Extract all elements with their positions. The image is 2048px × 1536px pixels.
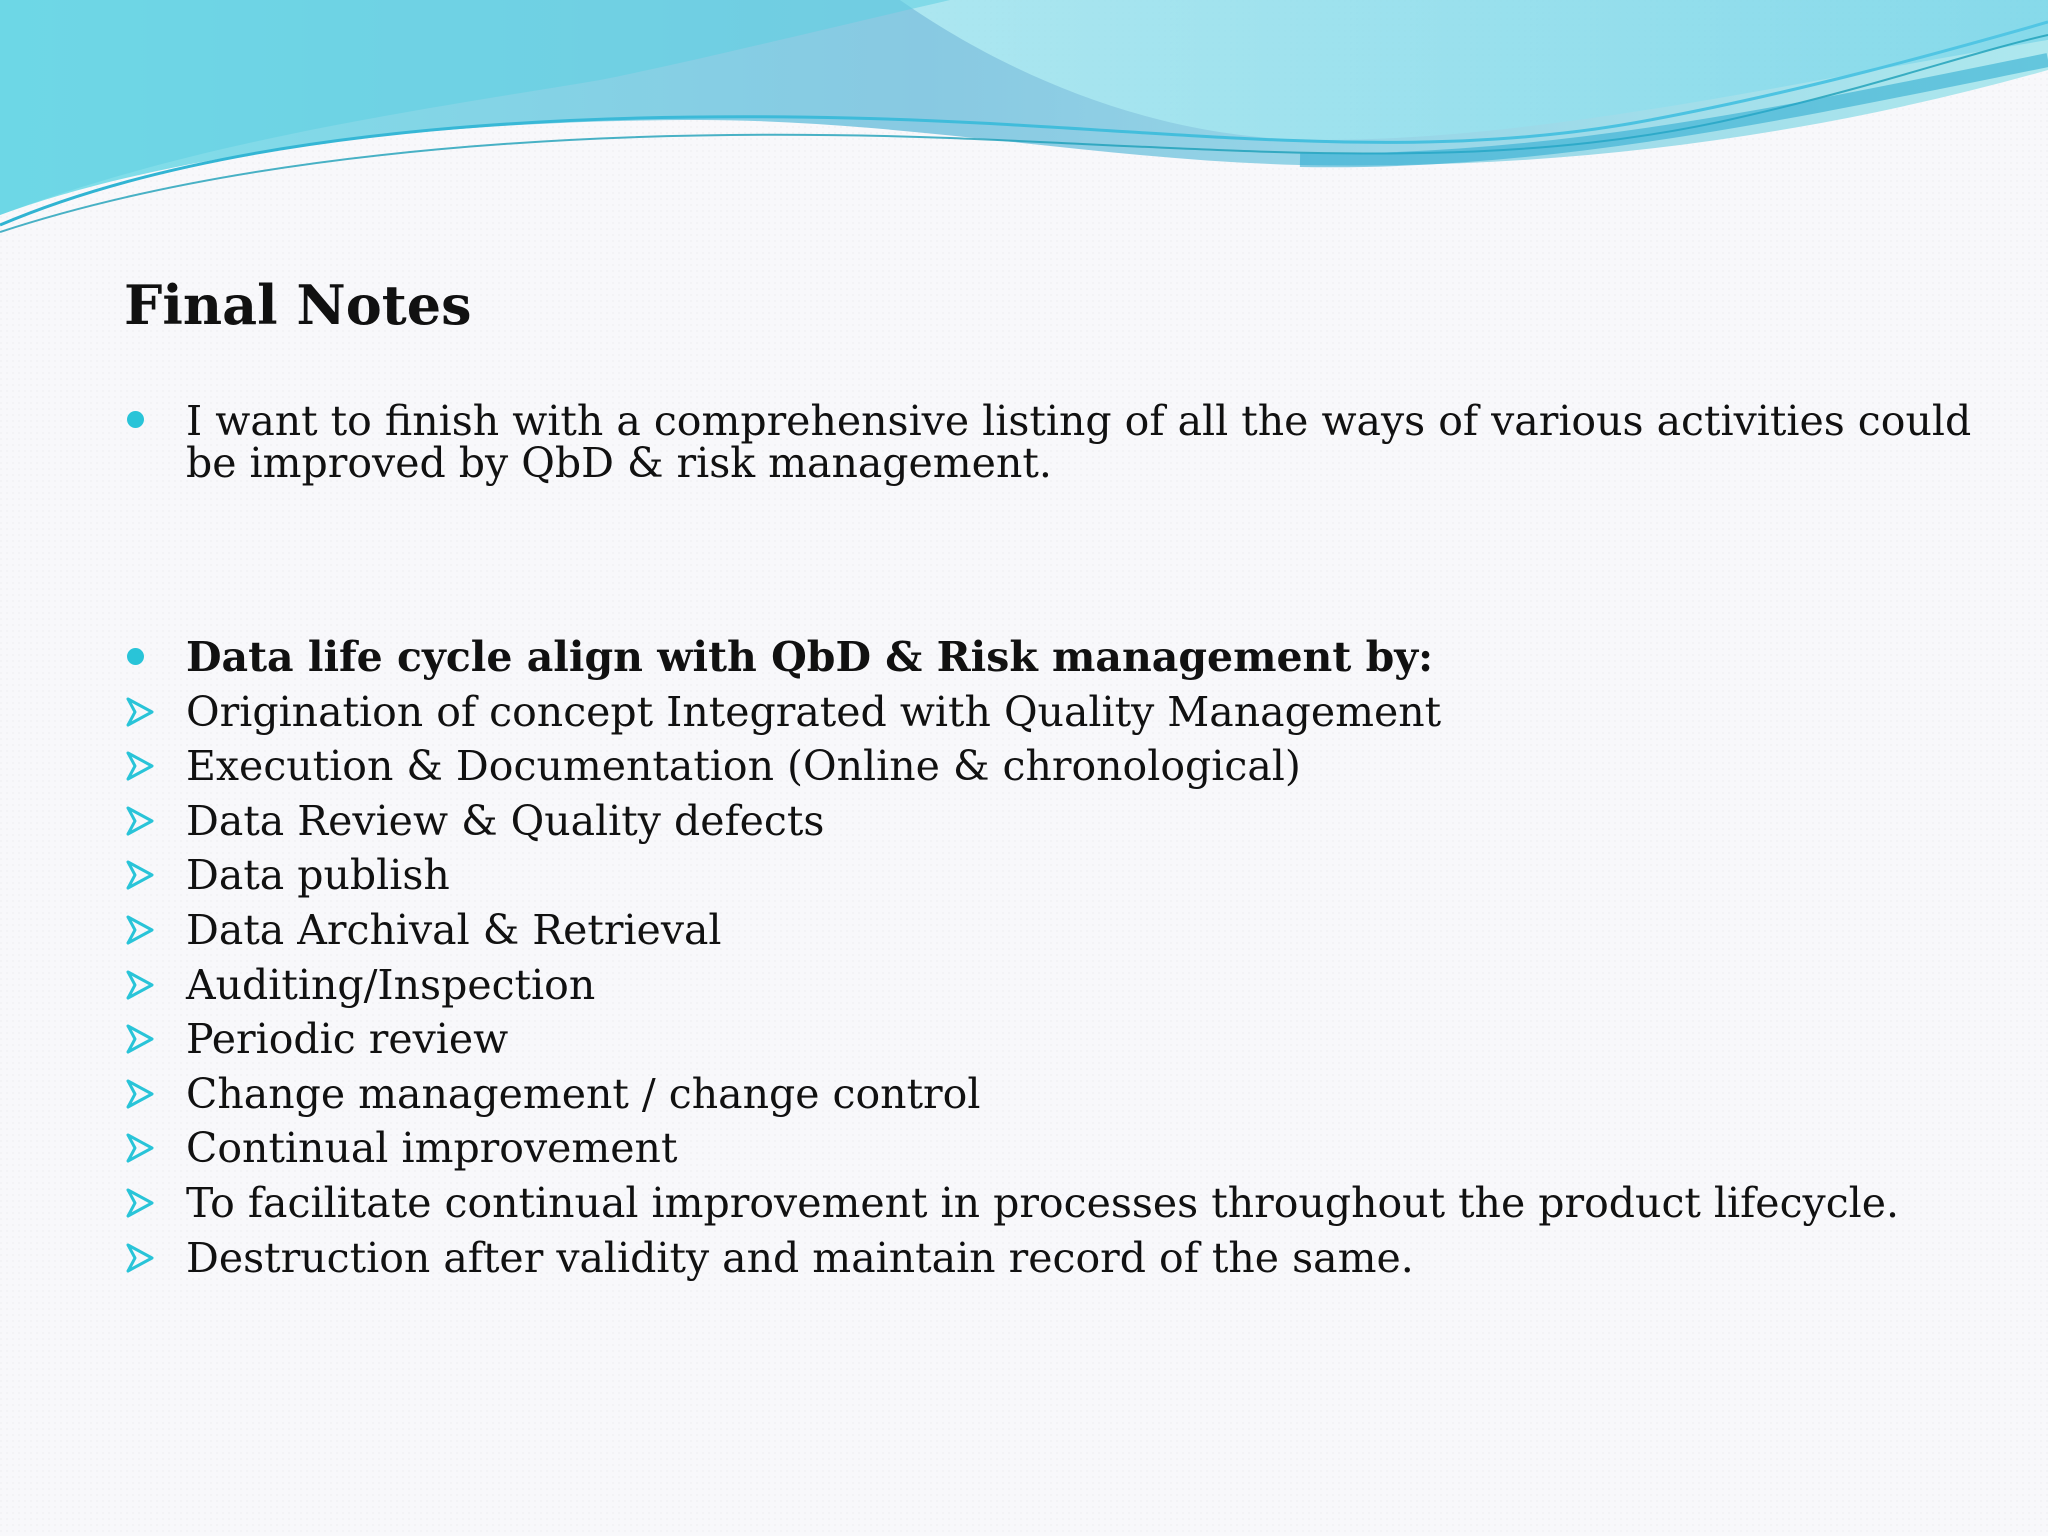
section-heading-bullet [124,630,1984,685]
spacer [124,484,1984,630]
arrowhead-bullet-icon [126,1133,154,1163]
arrowhead-bullet-icon [126,915,154,945]
list-item-text: Destruction after validity and maintain record of the same. [186,1233,1414,1282]
list-item [124,1067,1984,1122]
list-item-text: Origination of concept Integrated with Quality Management [186,687,1442,736]
arrowhead-bullet-icon [126,806,154,836]
list-item [124,1012,1984,1067]
arrowhead-bullet-icon [126,1188,154,1218]
circle-bullet-icon [127,411,144,428]
list-item-text: To facilitate continual improvement in processes throughout the product lifecycle. [186,1178,1900,1227]
list-item [124,903,1984,958]
section-heading: Data life cycle align with QbD & Risk management by: [186,633,1434,681]
list-item-text: Continual improvement [186,1124,678,1173]
list-item-text: Periodic review [186,1015,509,1064]
bullet-list [124,398,1984,1285]
slide-title: Final Notes [124,273,472,337]
arrowhead-bullet-icon [126,860,154,890]
list-item-text: Change management / change control [186,1069,981,1118]
list-item-text: Execution & Documentation (Online & chronological) [186,742,1301,791]
arrowhead-bullet-icon [126,970,154,1000]
list-item [124,958,1984,1013]
arrowhead-bullet-icon [126,697,154,727]
list-item-text: Data publish [186,851,450,900]
list-item [124,739,1984,794]
list-item [124,685,1984,740]
list-item [124,794,1984,849]
list-item [124,1121,1984,1176]
list-item [124,848,1984,903]
list-item-text: Data Review & Quality defects [186,796,825,845]
arrowhead-bullet-icon [126,751,154,781]
arrowhead-bullet-icon [126,1243,154,1273]
list-item [124,1176,1984,1231]
list-item-text: Auditing/Inspection [186,960,596,1009]
list-item-text: Data Archival & Retrieval [186,905,722,954]
arrowhead-bullet-icon [126,1079,154,1109]
list-item [124,1231,1984,1286]
intro-text: I want to finish with a comprehensive listing of all the ways of various activities could be improved by QbD & risk management. [186,397,1972,487]
arrowhead-bullet-icon [126,1024,154,1054]
circle-bullet-icon [127,648,144,665]
header-wave-decoration [0,0,2048,240]
intro-bullet [124,397,1984,487]
